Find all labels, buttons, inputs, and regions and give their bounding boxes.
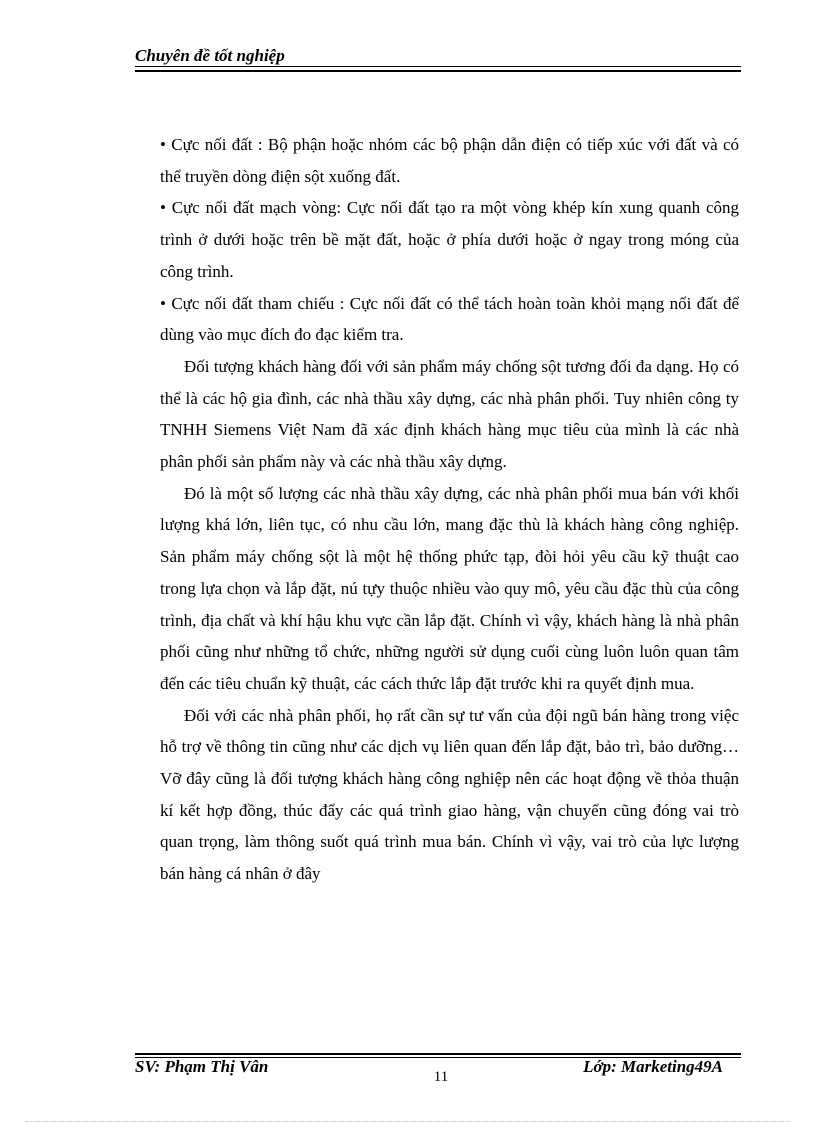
body-paragraph: Đối với các nhà phân phối, họ rất cần sự tư vấn của đội ngũ bán hàng trong việc hỗ trợ về thông tin cũng như các dịch vụ liên quan đến lắp đặt, bảo trì, bảo dưỡng…Vỡ đây cũng là đối tượng khách hàng công nghiệp nên các hoạt động về thỏa thuận kí kết hợp đồng, thúc đẩy các quá trình giao hàng, vận chuyển cũng đóng vai trò quan trọng, làm thông suốt quá trình mua bán. Chính vì vậy, vai trò của lực lượng bán hàng cá nhân ở đây: [160, 705, 739, 884]
footer-student-name: SV: Phạm Thị Vân: [135, 1057, 269, 1076]
footer-class-name: Lớp: Marketing49A: [583, 1057, 723, 1076]
bullet-paragraph: • Cực nối đất tham chiếu : Cực nối đất có thể tách hoàn toàn khỏi mạng nối đất để dùng vào mục đích đo đạc kiểm tra.: [160, 288, 739, 351]
page-number: 11: [433, 1069, 449, 1085]
header-divider: [135, 66, 741, 72]
page-edge-divider: [26, 1121, 790, 1122]
document-body: [160, 129, 739, 890]
body-paragraph: Đối tượng khách hàng đối với sản phẩm máy chống sột tương đối đa dạng. Họ có thể là các hộ gia đình, các nhà thầu xây dựng, các nhà phân phối. Tuy nhiên công ty TNHH Siemens Việt Nam đã xác định khách hàng mục tiêu của mình là các nhà phân phối sản phẩm này và các nhà thầu xây dựng.: [160, 356, 739, 472]
bullet-paragraph: • Cực nối đất mạch vòng: Cực nối đất tạo ra một vòng khép kín xung quanh công trình ở dưới hoặc trên bề mặt đất, hoặc ở phía dưới hoặc ở ngay trong móng của công trình.: [160, 192, 739, 287]
page-header-title: Chuyên đề tốt nghiệp: [135, 46, 285, 65]
bullet-paragraph: • Cực nối đất : Bộ phận hoặc nhóm các bộ phận dẫn điện có tiếp xúc với đất và có thể truyền dòng điện sột xuống đất.: [160, 129, 739, 192]
body-paragraph: Đó là một số lượng các nhà thầu xây dựng, các nhà phân phối mua bán với khối lượng khá lớn, liên tục, có nhu cầu lớn, mang đặc thù là khách hàng công nghiệp. Sản phẩm máy chống sột là một hệ thống phức tạp, đòi hỏi yêu cầu kỹ thuật cao trong lựa chọn và lắp đặt, nú tựy thuộc nhiều vào quy mô, yêu cầu đặc thù của công trình, địa chất và khí hậu khu vực cần lắp đặt. Chính vì vậy, khách hàng là nhà phân phối cũng như những tổ chức, những người sử dụng cuối cùng luôn luôn quan tâm đến các tiêu chuẩn kỹ thuật, các cách thức lắp đặt trước khi ra quyết định mua.: [160, 483, 739, 693]
